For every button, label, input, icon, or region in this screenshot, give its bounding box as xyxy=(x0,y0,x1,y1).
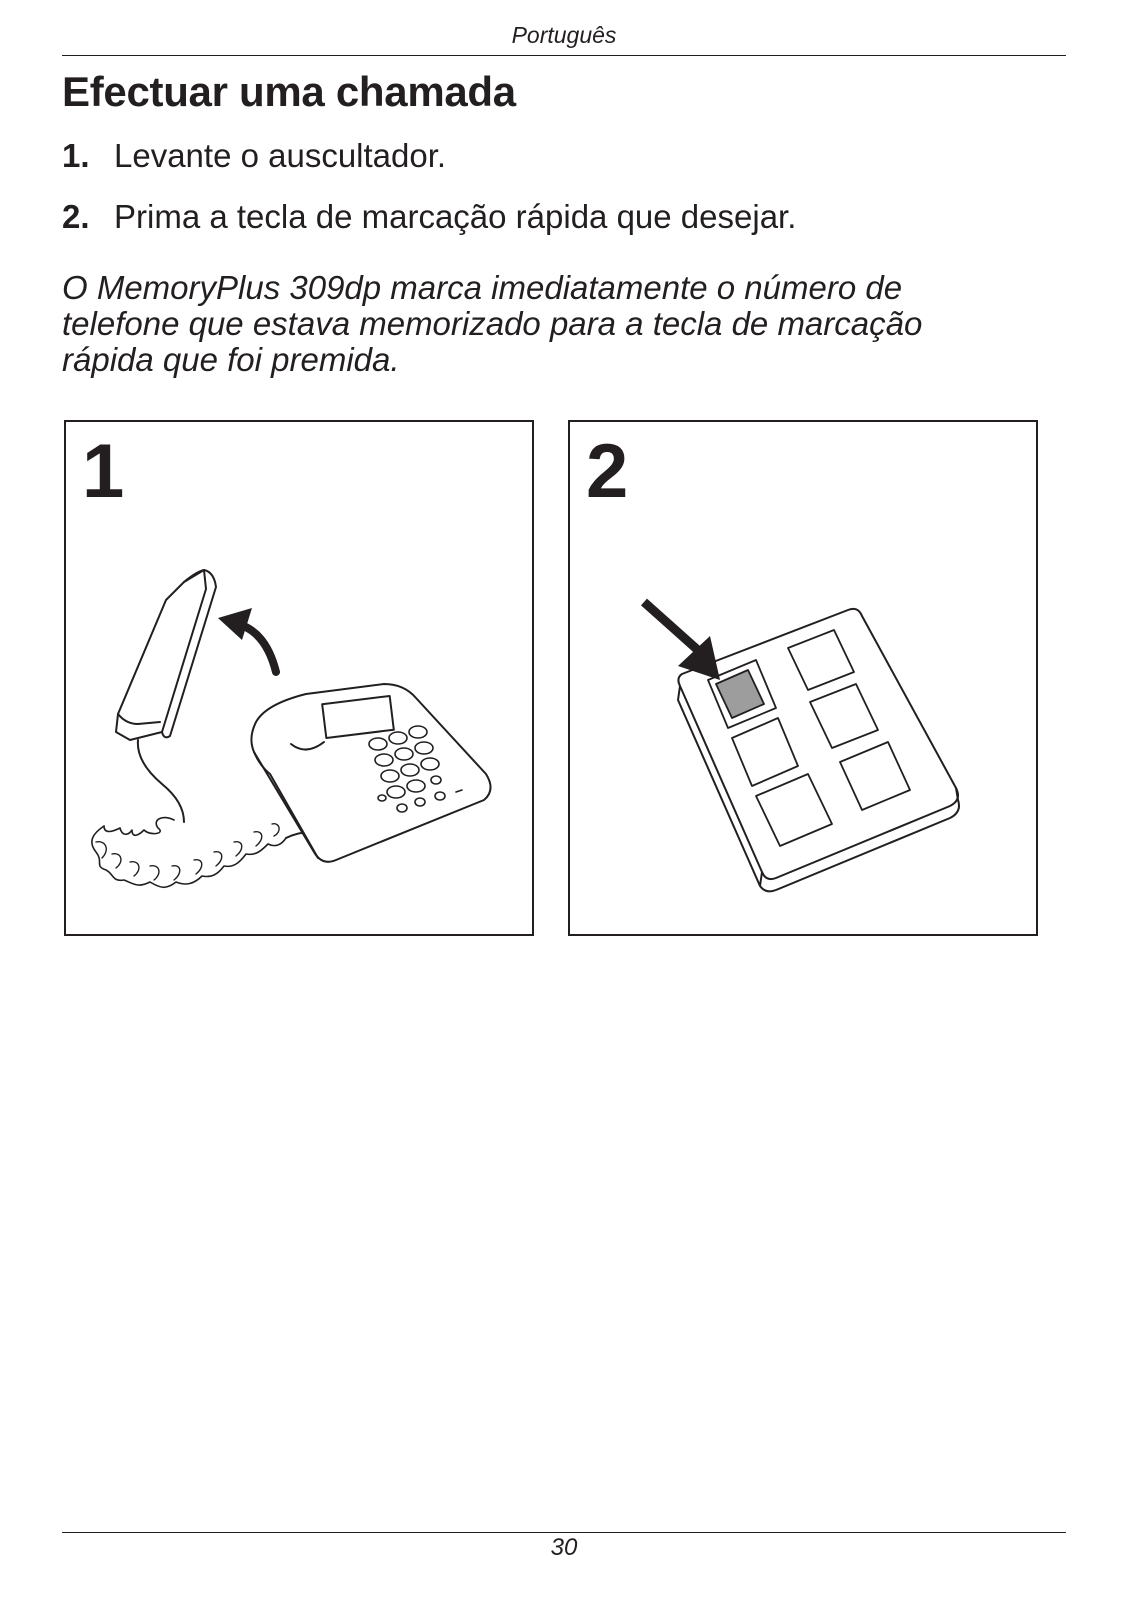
step-2-number: 2. xyxy=(62,198,90,235)
speed-dial-keypad-illustration xyxy=(570,422,1035,933)
footer-rule xyxy=(62,1532,1066,1533)
figure-1-label: 1 xyxy=(82,429,125,514)
lift-arrow-icon xyxy=(218,608,276,672)
step-1-text: Levante o auscultador. xyxy=(114,137,447,174)
handset-icon xyxy=(116,570,216,740)
step-1 xyxy=(62,137,446,175)
page-number: 30 xyxy=(550,1534,578,1561)
step-2-text: Prima a tecla de marcação rápida que desejar. xyxy=(114,198,797,235)
note-line-2: telefone que estava memorizado para a tecla de marcação xyxy=(62,305,923,342)
note-line-1: O MemoryPlus 309dp marca imediatamente o número de xyxy=(62,269,903,306)
note-line-3: rápida que foi premida. xyxy=(62,341,400,378)
phone-handset-illustration xyxy=(66,422,531,933)
note-paragraph xyxy=(62,270,1062,378)
step-2 xyxy=(62,198,796,236)
figure-2-label: 2 xyxy=(586,429,629,514)
step-1-number: 1. xyxy=(62,137,90,174)
figure-2-panel xyxy=(568,420,1038,936)
header-language: Português xyxy=(511,22,617,48)
header-rule xyxy=(62,55,1066,56)
phone-base-icon xyxy=(251,684,490,862)
figure-1-panel xyxy=(64,420,534,936)
page-title: Efectuar uma chamada xyxy=(62,68,516,115)
press-arrow-icon xyxy=(644,602,720,680)
